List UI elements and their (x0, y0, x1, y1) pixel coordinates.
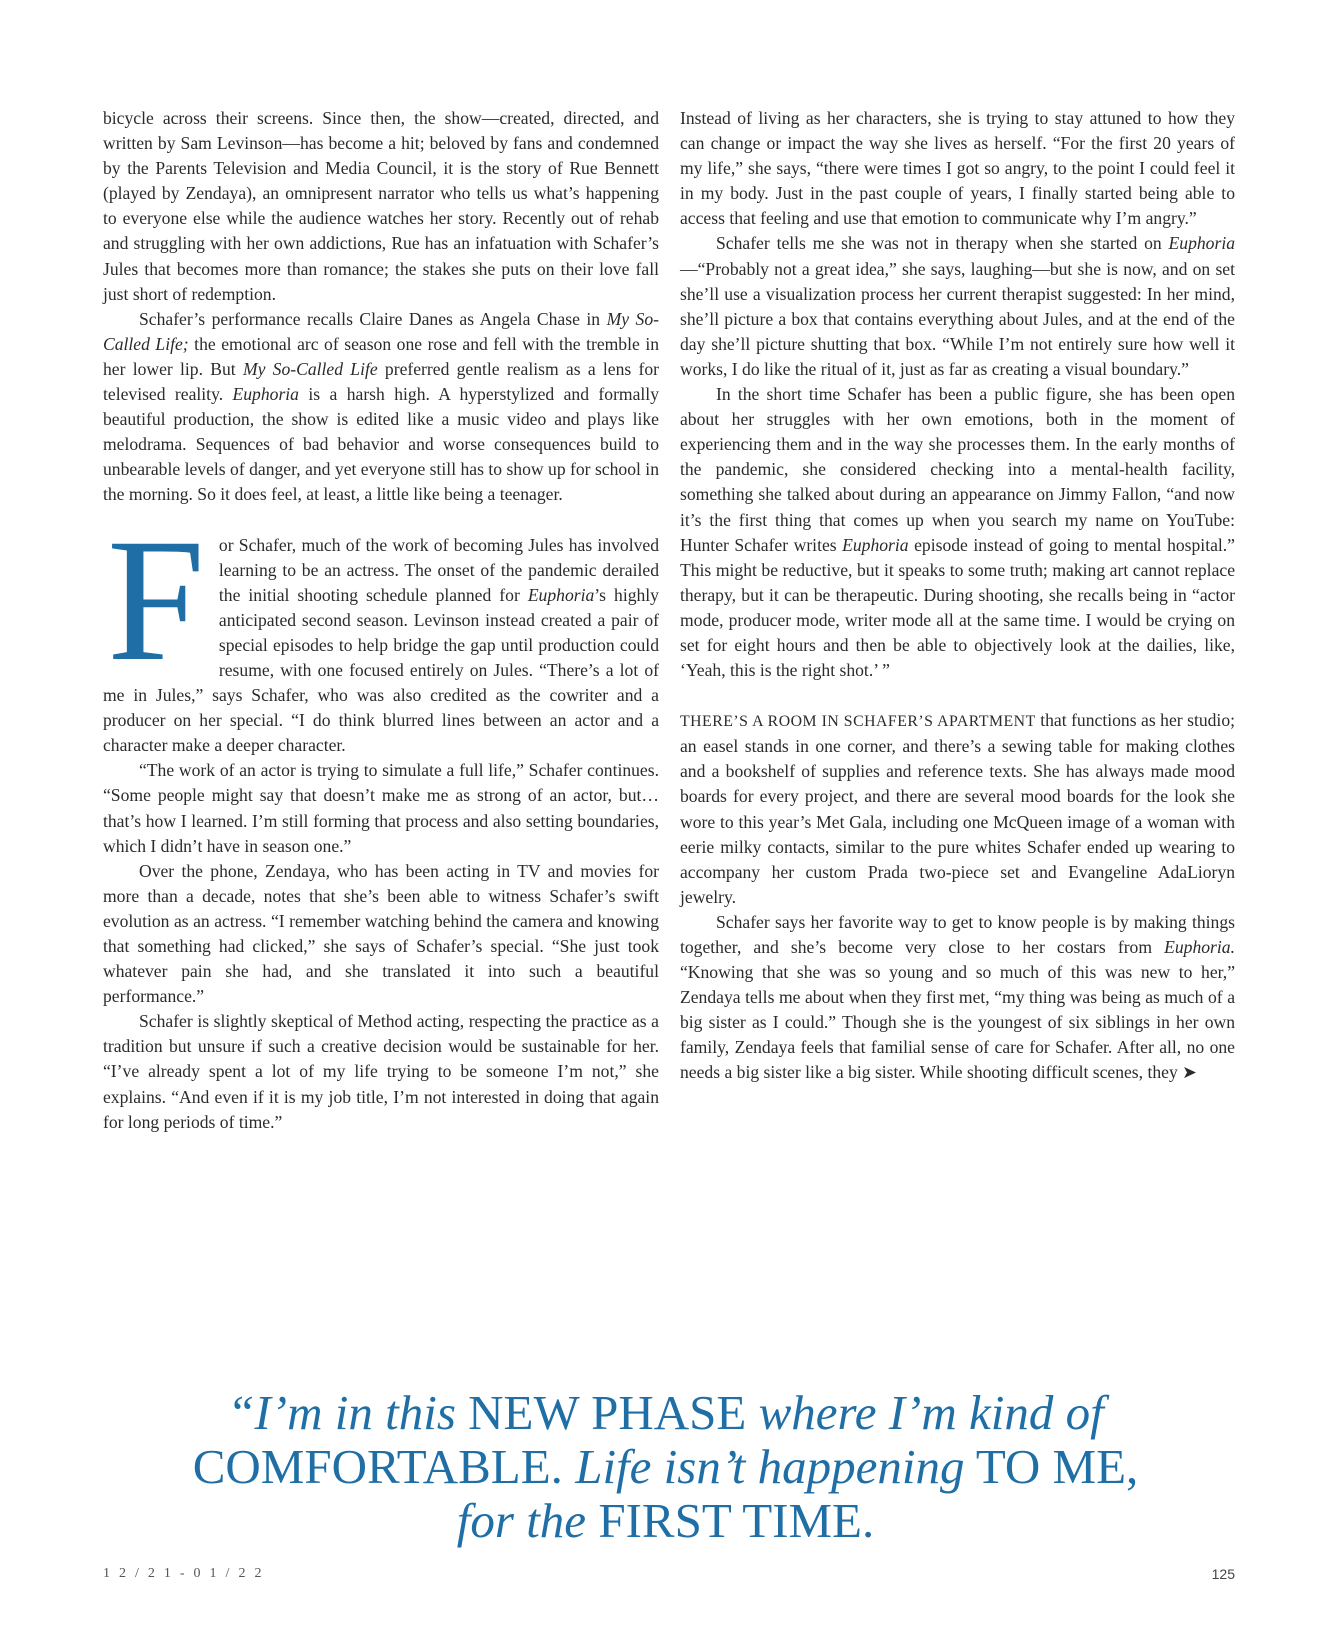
quote-italic: for the (456, 1493, 587, 1548)
text-run: ’s highly anticipated second season. Levinson instead created a pair of special episodes to help bridge the gap until production could resume, with one focused entirely on Jules. “There’s a lot of me in Jules,” says Schafer, who was also credited as the cowriter and a producer on her special. “I do think blurred lines between an actor and a character make a deeper character. (103, 584, 659, 756)
quote-italic: where I’m kind of (746, 1385, 1104, 1440)
italic-title: Euphoria (842, 534, 909, 555)
italic-title: Euphoria. (1164, 937, 1235, 957)
quote-caps: COMFORTABLE. (192, 1439, 563, 1494)
text-run: that functions as her studio; an easel stands in one corner, and there’s a sewing table for making clothes and a bookshelf of supplies and reference texts. She has always made mood boards for every project, and there are several mood boards for the look she wore to this year’s Met Gala, including one McQueen image of a woman with eerie milky contacts, similar to the pure whites Schafer ended up wearing to accompany her custom Prada two-piece set and Evangeline AdaLioryn jewelry. (680, 710, 1235, 907)
pull-quote (80, 1386, 1251, 1548)
quote-caps: NEW PHASE (468, 1385, 747, 1440)
italic-title: Euphoria (1168, 233, 1235, 254)
paragraph (103, 502, 659, 759)
paragraph (103, 307, 659, 508)
text-run: Schafer’s performance recalls Claire Danes as Angela Chase in (139, 308, 607, 329)
paragraph (680, 231, 1235, 382)
paragraph (680, 382, 1235, 683)
section-lead-in: THERE’S A ROOM IN SCHAFER’S APARTMENT (680, 713, 1036, 731)
text-run: the emotional arc of season one rose and fell with the tremble in her lower lip. But (103, 333, 660, 379)
paragraph: Over the phone, Zendaya, who has been acting in TV and movies for more than a decade, notes that she’s been able to witness Schafer’s swift evolution as an actress. “I remember watching behind the camera and knowing that something had clicked,” she says of Schafer’s special. “She just took whatever pain she had, and she translated it into such a beautiful performance.” (103, 860, 659, 1007)
page-number: 125 (1211, 1566, 1235, 1582)
right-column (680, 106, 1235, 1086)
paragraph: Schafer is slightly skeptical of Method acting, respecting the practice as a tradition but unsure if such a creative decision would be sustainable for her. “I’ve already spent a lot of my life trying to be someone I’m not,” she explains. “And even if it is my job title, I’m not interested in doing that again for long periods of time.” (103, 1011, 659, 1132)
text-run: preferred gentle realism as a lens for televised reality. (103, 358, 659, 405)
quote-caps: TO ME, (964, 1439, 1139, 1494)
paragraph (680, 708, 1235, 910)
paragraph: Instead of living as her characters, she is trying to stay attuned to how they can change or impact the way she lives as herself. “For the first 20 years of my life,” she says, “there were times I got so angry, to the point I could feel it in my body. Just in the past couple of years, I finally started being able to access that feeling and use that emotion to communicate why I’m angry.” (680, 108, 1235, 229)
italic-title: Euphoria (527, 584, 595, 605)
quote-italic: “I’m in this (227, 1385, 469, 1440)
text-run: —“Probably not a great idea,” she says, laughing—but she is now, and on set she’ll use a visualization process her current therapist suggested: In her mind, she’ll picture a box that contains everything about Jules, and at the end of the day she’ll picture shutting that box. “While I’m not entirely sure how well it works, I do like the ritual of it, just as far as creating a visual boundary.” (680, 258, 1235, 379)
issue-date: 12/21-01/22 (103, 1566, 271, 1581)
paragraph (680, 910, 1235, 1086)
italic-title: My So-Called Life; (103, 308, 659, 354)
paragraph: “The work of an actor is trying to simulate a full life,” Schafer continues. “Some people might say that doesn’t make me as strong of an actor, but…that’s how I learned. I’m still forming that process and also setting boundaries, which I didn’t have in season one.” (103, 760, 659, 856)
pull-quote-line (80, 1386, 1251, 1440)
text-run: episode instead of going to mental hospital.” This might be reductive, but it speaks to some truth; making art cannot replace therapy, but it can be therapeutic. During shooting, she recalls being in “actor mode, producer mode, writer mode all at the same time. I would be crying on set for eight hours and then be able to objectively look at the dailies, like, ‘Yeah, this is the right shot.’ ” (680, 534, 1235, 681)
text-run: Schafer says her favorite way to get to know people is by making things together, and she’s become very close to her costars from (680, 911, 1235, 957)
text-run: or Schafer, much of the work of becoming Jules has involved learning to be an actress. The onset of the pandemic derailed the initial shooting schedule planned for (218, 534, 659, 605)
left-column (103, 106, 659, 1135)
quote-caps: FIRST TIME. (586, 1493, 875, 1548)
quote-italic: Life isn’t happening (562, 1439, 965, 1494)
text-run: Schafer tells me she was not in therapy when she started on (716, 233, 1169, 254)
paragraph: bicycle across their screens. Since then, the show—created, directed, and written by Sam Levinson—has become a hit; beloved by fans and condemned by the Parents Television and Media Council, it is the story of Rue Bennett (played by Zendaya), an omnipresent narrator who tells us what’s happening to everyone else while the audience watches her story. Recently out of rehab and struggling with her own addictions, Rue has an infatuation with Schafer’s Jules that becomes more than romance; the stakes she puts on their love fall just short of redemption. (103, 108, 659, 304)
drop-cap: F (107, 502, 205, 698)
section-gap (680, 683, 1235, 708)
pull-quote-line (80, 1494, 1251, 1548)
italic-title: Euphoria (232, 384, 299, 405)
italic-title: My So-Called Life (242, 358, 378, 379)
continue-arrow-icon: ➤ (1182, 1062, 1197, 1083)
pull-quote-line (80, 1440, 1251, 1494)
text-run: “Knowing that she was so young and so much of this was new to her,” Zendaya tells me about when they first met, “my thing was being as much of a big sister as I could.” Though she is the youngest of six siblings in her own family, Zendaya feels that familial sense of care for Schafer. After all, no one needs a big sister like a big sister. While shooting difficult scenes, they (680, 962, 1235, 1083)
text-run: is a harsh high. A hyperstylized and formally beautiful production, the show is edited like a music video and plays like melodrama. Sequences of bad behavior and worse consequences build to unbearable levels of danger, and yet everyone still has to show up for school in the morning. So it does feel, at least, a little like being a teenager. (103, 384, 659, 505)
text-run: In the short time Schafer has been a public figure, she has been open about her struggles with her own emotions, both in the moment of experiencing them and in the way she processes them. In the early months of the pandemic, she considered checking into a mental-health facility, something she talked about during an appearance on Jimmy Fallon, “and now it’s the first thing that comes up when you search my name on YouTube: Hunter Schafer writes (680, 384, 1235, 555)
